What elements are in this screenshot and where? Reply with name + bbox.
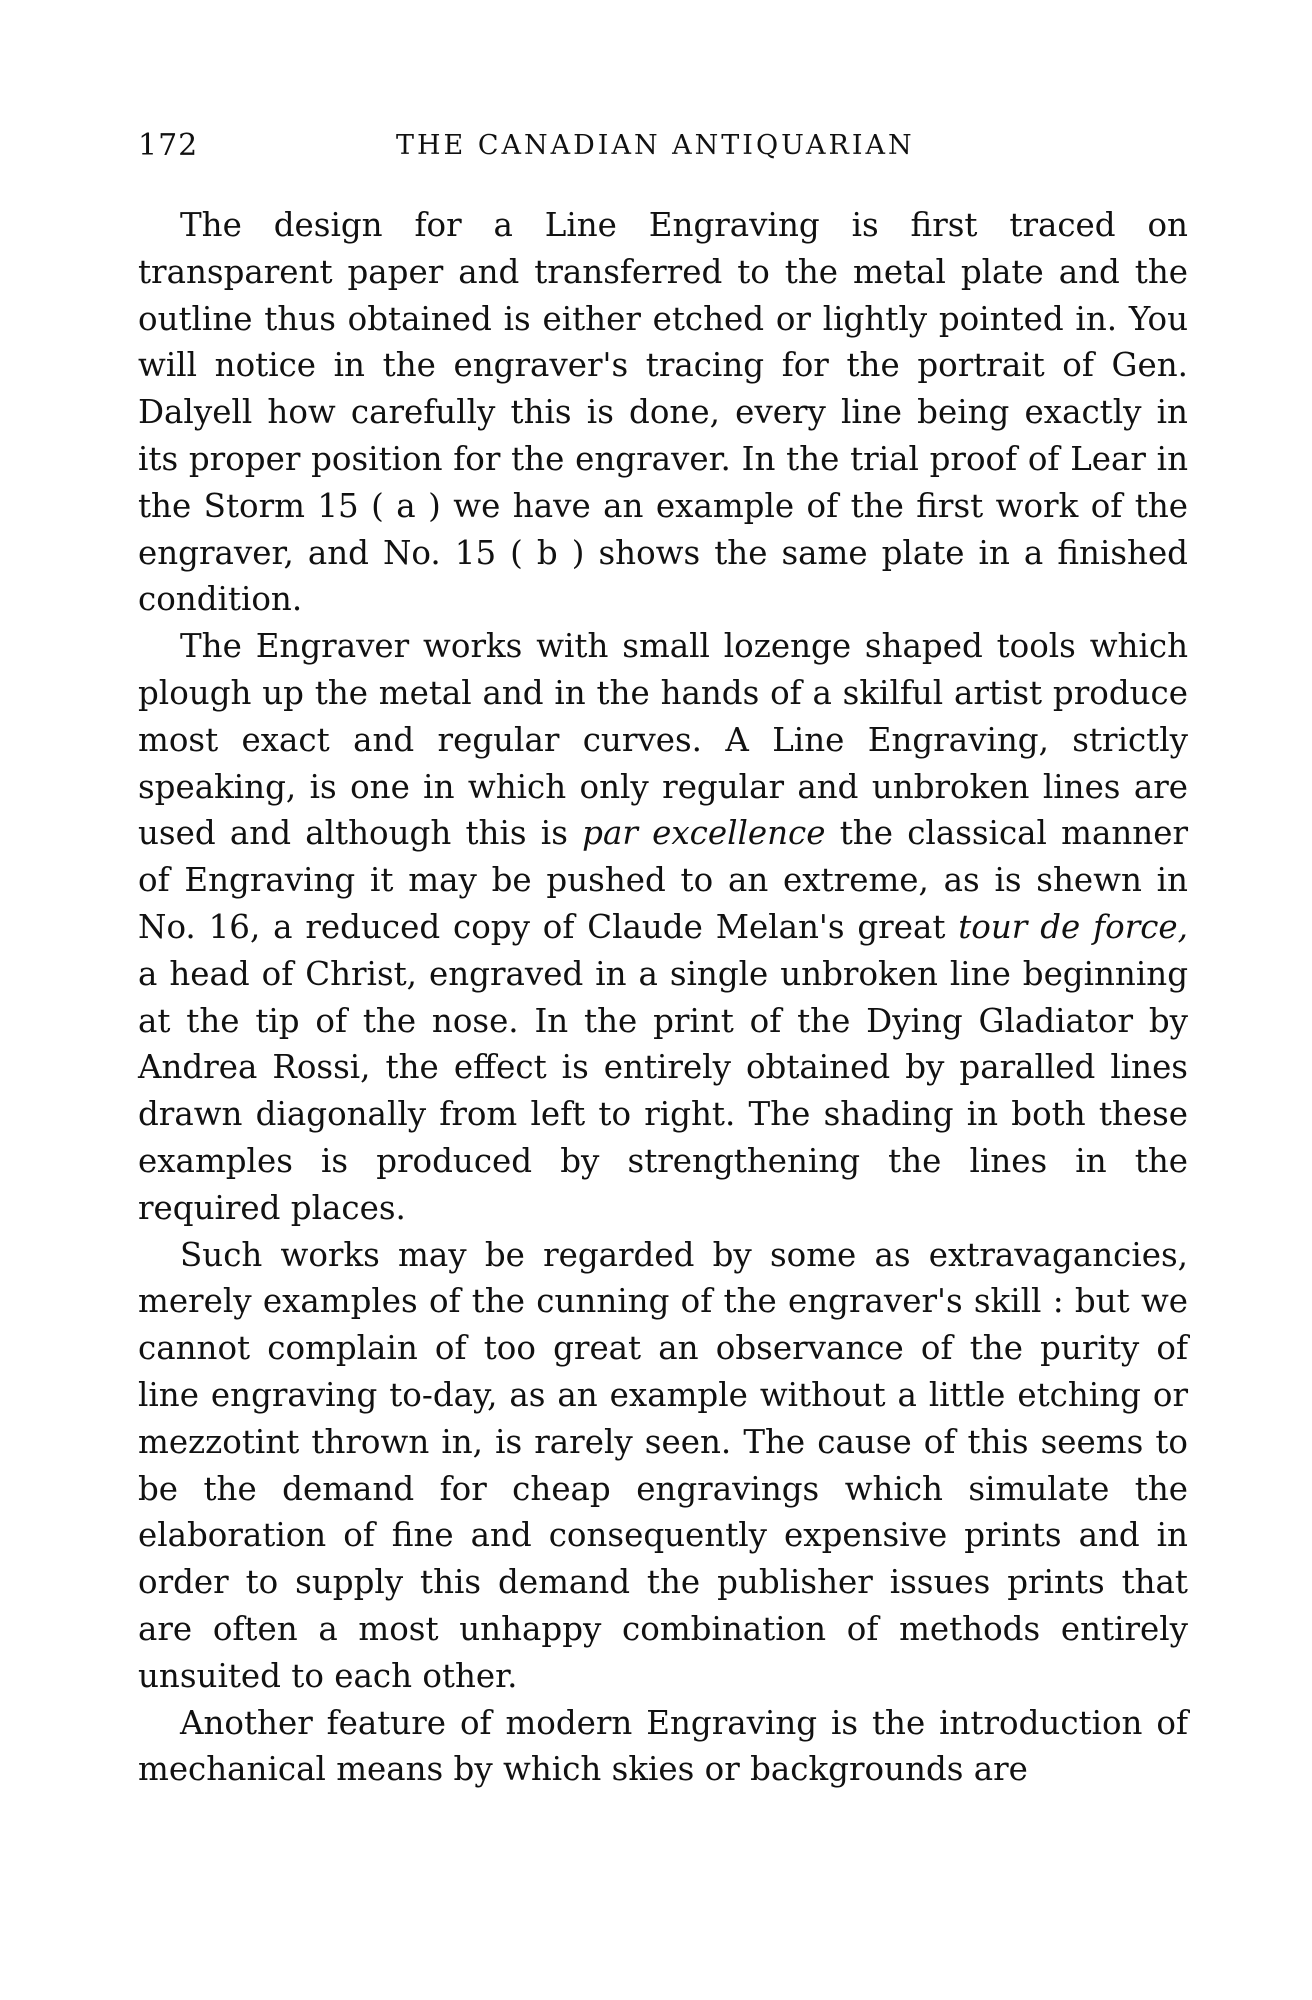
paragraph-2-part-3: a head of Christ, engraved in a single unbroken line beginning at the tip of the nose. In the print of the Dying Gladiator by Andrea Rossi, the effect is entirely obtained by paralled lines drawn diagonally from left to right. The shading in both these examples is produced by strengthening the lines in the required places. xyxy=(138,954,1188,1227)
italic-phrase-par-excellence: par excellence xyxy=(582,814,826,853)
book-page xyxy=(138,128,1188,1793)
paragraph-3: Such works may be regarded by some as extravagancies, merely examples of the cunning of the engraver's skill : but we cannot complain of too great an observance of the purity of line engraving to-day, as an example without a little etching or mezzotint thrown in, is rarely seen. The cause of this seems to be the demand for cheap engravings which simulate the elaboration of fine and consequently expensive prints and in order to supply this demand the publisher issues prints that are often a most unhappy combination of methods entirely unsuited to each other. xyxy=(138,1235,1188,1695)
paragraph-2-part-1: The Engraver works with small lozenge shaped tools which plough up the metal and in the hands of a skilful artist produce most exact and regular curves. A Line Engraving, strictly speaking, is one in which only regular and unbroken lines are used and although this is xyxy=(138,627,1188,853)
journal-title: THE CANADIAN ANTIQUARIAN xyxy=(396,130,915,161)
paragraph-2-part-2: the classical manner of Engraving it may be pushed to an extreme, as is shewn in No. 16, a reduced copy of Claude Melan's great xyxy=(138,814,1188,946)
paragraph-2 xyxy=(138,623,1188,1231)
running-head xyxy=(138,128,1188,168)
italic-phrase-tour-de-force: tour de force, xyxy=(958,907,1188,946)
paragraph-4: Another feature of modern Engraving is the introduction of mechanical means by which skies or backgrounds are xyxy=(138,1703,1188,1789)
body-text xyxy=(138,202,1188,1793)
paragraph-1: The design for a Line Engraving is first traced on transparent paper and transferred to the metal plate and the outline thus obtained is either etched or lightly pointed in. You will notice in the engraver's tracing for the portrait of Gen. Dalyell how carefully this is done, every line being exactly in its proper position for the engraver. In the trial proof of Lear in the Storm 15 ( a ) we have an example of the first work of the engraver, and No. 15 ( b ) shows the same plate in a finished condition. xyxy=(138,206,1188,619)
page-number: 172 xyxy=(138,128,199,163)
